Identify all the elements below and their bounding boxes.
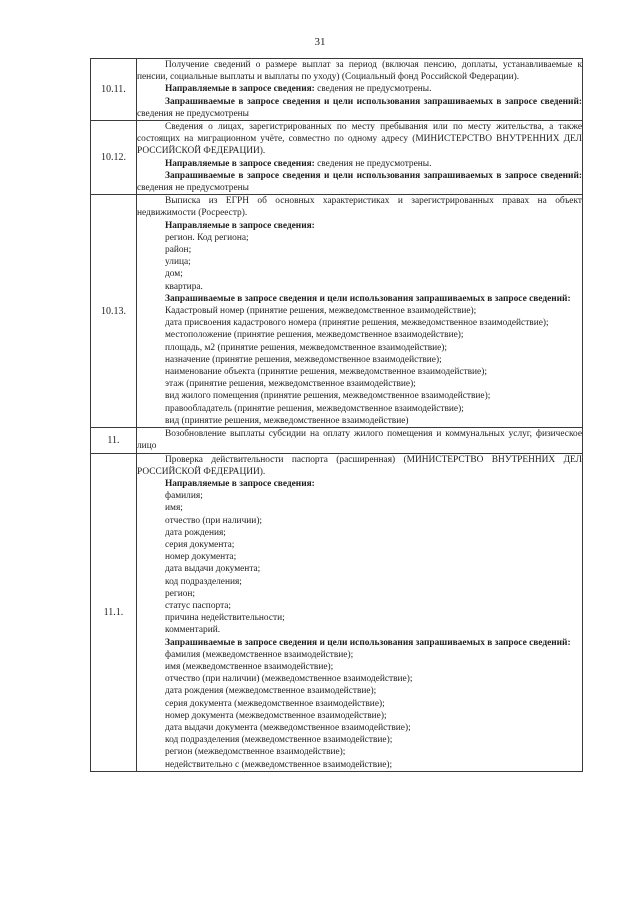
sent-item: статус паспорта; <box>165 600 232 611</box>
requested-info <box>137 170 582 194</box>
requested-item: площадь, м2 (принятие решения, межведомственное взаимодействие); <box>165 342 448 353</box>
sent-item: квартира. <box>165 281 203 292</box>
table-row <box>91 195 583 428</box>
requested-info <box>137 96 582 120</box>
row-title: Получение сведений о размере выплат за период (включая пенсию, доплаты, устанавливаемые к пенсии, социальные выплаты и выплаты по уходу) (Социальный фонд Российской Федерации). <box>137 60 582 83</box>
sent-item: фамилия; <box>165 491 203 502</box>
sent-item: район; <box>165 245 192 256</box>
row-title: Сведения о лицах, зарегистрированных по месту пребывания или по месту жительства, а также состоящих на миграционном учёте, совместно по одному адресу (МИНИСТЕРСТВО ВНУТРЕННИХ ДЕЛ РОССИЙСКОЙ ФЕДЕРАЦИИ). <box>137 122 582 157</box>
requested-item: дата выдачи документа (межведомственное взаимодействие); <box>165 722 411 733</box>
sent-label: Направляемые в запросе сведения: <box>165 84 315 95</box>
row-content <box>137 453 583 771</box>
requirements-table <box>90 58 583 772</box>
table-row <box>91 59 583 121</box>
sent-item: причина недействительности; <box>165 613 285 624</box>
sent-item: код подразделения; <box>165 576 242 587</box>
requested-label: Запрашиваемые в запросе сведения и цели использования запрашиваемых в запросе сведений: <box>165 637 571 648</box>
row-title: Возобновление выплаты субсидии на оплату жилого помещения и коммунальных услуг, физическое лицо <box>137 429 582 452</box>
row-number: 11.1. <box>91 453 137 771</box>
sent-info <box>137 158 582 170</box>
requested-item: регион (межведомственное взаимодействие); <box>165 747 346 758</box>
sent-item: регион. Код региона; <box>165 232 249 243</box>
sent-info <box>137 83 582 95</box>
requested-item: фамилия (межведомственное взаимодействие); <box>165 649 354 660</box>
sent-item: комментарий. <box>165 625 221 636</box>
requested-item: местоположение (принятие решения, межведомственное взаимодействие); <box>165 330 464 341</box>
sent-item: дата выдачи документа; <box>165 564 261 575</box>
sent-item: регион; <box>165 588 196 599</box>
row-title: Выписка из ЕГРН об основных характеристиках и зарегистрированных правах на объект недвижимости (Росреестр). <box>137 196 582 219</box>
requested-item: назначение (принятие решения, межведомственное взаимодействие); <box>165 354 442 365</box>
sent-item: номер документа; <box>165 552 237 563</box>
requested-item: наименование объекта (принятие решения, межведомственное взаимодействие); <box>165 367 487 378</box>
sent-item: дата рождения; <box>165 527 226 538</box>
requested-item: недействительно с (межведомственное взаимодействие); <box>165 759 393 770</box>
sent-label: Направляемые в запросе сведения: <box>165 220 315 231</box>
sent-item: дом; <box>165 269 183 280</box>
row-number: 10.11. <box>91 59 137 121</box>
sent-item: серия документа; <box>165 539 235 550</box>
requested-item: вид (принятие решения, межведомственное взаимодействие) <box>165 415 409 426</box>
row-title: Проверка действительности паспорта (расширенная) (МИНИСТЕРСТВО ВНУТРЕННИХ ДЕЛ РОССИЙСКОЙ ФЕДЕРАЦИИ). <box>137 454 582 477</box>
requested-value: сведения не предусмотрены <box>137 183 249 194</box>
table-row <box>91 121 583 195</box>
sent-label: Направляемые в запросе сведения: <box>165 478 315 489</box>
row-content <box>137 59 583 121</box>
requested-label: Запрашиваемые в запросе сведения и цели использования запрашиваемых в запросе сведений: <box>165 170 582 181</box>
requested-item: серия документа (межведомственное взаимодействие); <box>165 698 385 709</box>
requested-item: отчество (при наличии) (межведомственное взаимодействие); <box>165 674 413 685</box>
requested-label: Запрашиваемые в запросе сведения и цели использования запрашиваемых в запросе сведений: <box>165 96 582 107</box>
requested-item: код подразделения (межведомственное взаимодействие); <box>165 735 393 746</box>
requested-item: дата рождения (межведомственное взаимодействие); <box>165 686 377 697</box>
requested-item: номер документа (межведомственное взаимодействие); <box>165 710 387 721</box>
row-content <box>137 121 583 195</box>
table-row <box>91 428 583 453</box>
sent-label: Направляемые в запросе сведения: <box>165 158 315 169</box>
table-row <box>91 453 583 771</box>
requested-item: Кадастровый номер (принятие решения, межведомственное взаимодействие); <box>165 306 477 317</box>
sent-item: имя; <box>165 503 183 514</box>
page-number: 31 <box>314 36 326 48</box>
row-content <box>137 195 583 428</box>
requested-item: имя (межведомственное взаимодействие); <box>165 661 334 672</box>
requested-label: Запрашиваемые в запросе сведения и цели использования запрашиваемых в запросе сведений: <box>165 293 571 304</box>
row-number: 10.13. <box>91 195 137 428</box>
sent-item: отчество (при наличии); <box>165 515 263 526</box>
requested-item: дата присвоения кадастрового номера (принятие решения, межведомственное взаимодействие); <box>165 318 549 329</box>
sent-value: сведения не предусмотрены. <box>314 84 432 95</box>
row-number: 10.12. <box>91 121 137 195</box>
sent-value: сведения не предусмотрены. <box>314 158 432 169</box>
row-content <box>137 428 583 453</box>
row-number: 11. <box>91 428 137 453</box>
requested-item: вид жилого помещения (принятие решения, межведомственное взаимодействие); <box>165 391 491 402</box>
requested-value: сведения не предусмотрены <box>137 108 249 119</box>
requested-item: этаж (принятие решения, межведомственное взаимодействие); <box>165 379 416 390</box>
requested-item: правообладатель (принятие решения, межведомственное взаимодействие); <box>165 403 464 414</box>
sent-item: улица; <box>165 257 191 268</box>
